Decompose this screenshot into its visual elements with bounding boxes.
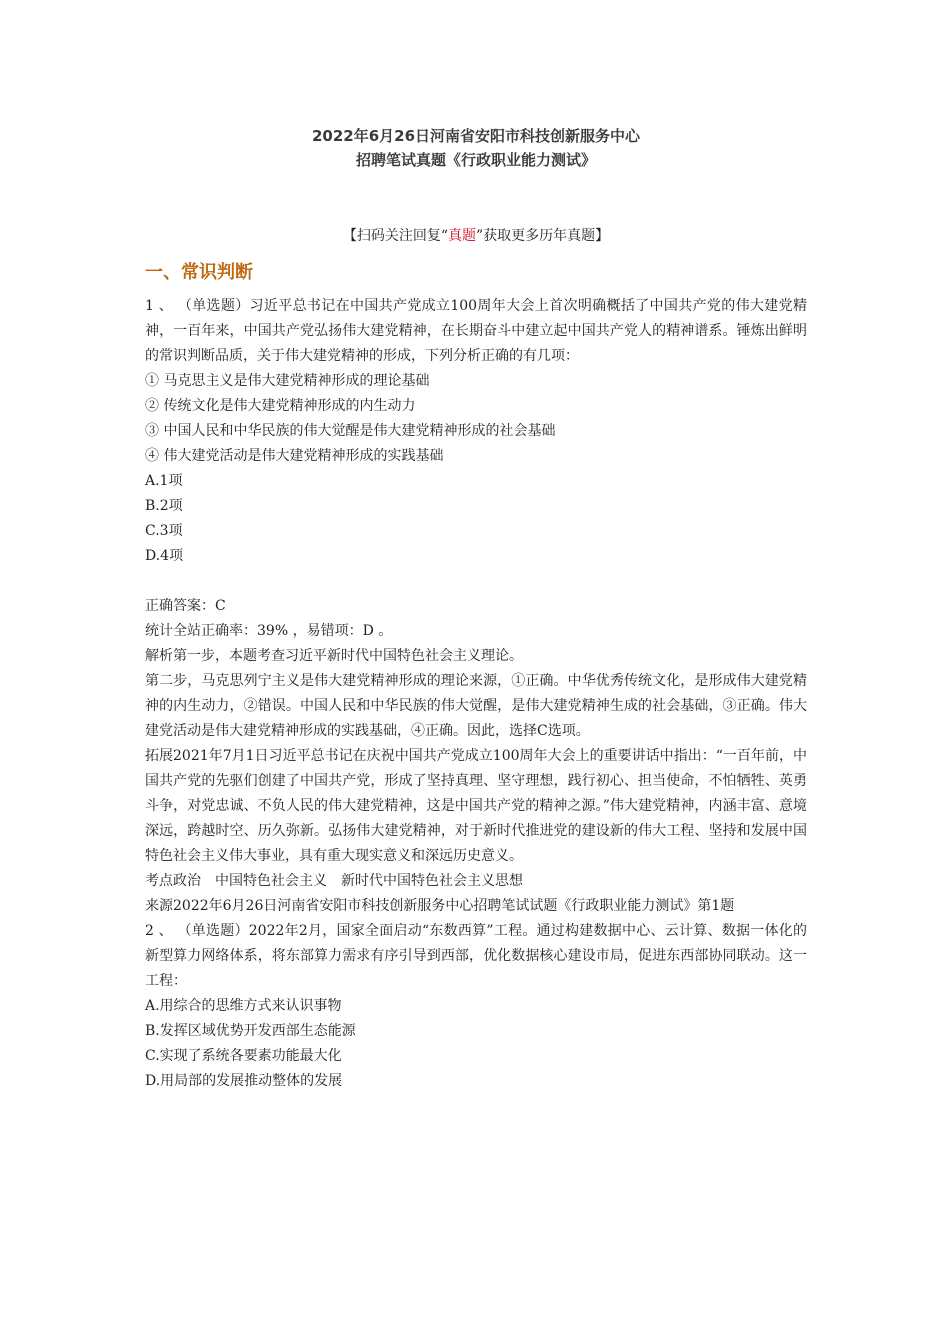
- option-a: A.1项: [145, 473, 183, 489]
- knowledge-point: 考点政治 中国特色社会主义 新时代中国特色社会主义思想: [145, 873, 523, 889]
- document-page: [145, 124, 807, 1094]
- question-stem: 2 、 （单选题）2022年2月，国家全面启动“东数西算”工程。通过构建数据中心、云计算、数据一体化的新型算力网络体系，将东部算力需求有序引导到西部，优化数据核心建设市局，促进东西部协同联动。这一工程：: [145, 923, 807, 989]
- option-d: D.4项: [145, 548, 184, 564]
- spacer: [145, 569, 807, 594]
- statement-item: ① 马克思主义是伟大建党精神形成的理论基础: [145, 373, 430, 389]
- question-stem: 1 、 （单选题）习近平总书记在中国共产党成立100周年大会上首次明确概括了中国共产党的伟大建党精神，一百年来，中国共产党弘扬伟大建党精神，在长期奋斗中建立起中国共产党人的精神谱系。锤炼出鲜明的常识判断品质，关于伟大建党精神的形成，下列分析正确的有几项：: [145, 298, 807, 364]
- statement-item: ④ 伟大建党活动是伟大建党精神形成的实践基础: [145, 448, 444, 464]
- option-c: C.3项: [145, 523, 183, 539]
- statement-item: ② 传统文化是伟大建党精神形成的内生动力: [145, 398, 416, 414]
- promo-line: [145, 224, 807, 248]
- option-a: A.用综合的思维方式来认识事物: [145, 998, 342, 1014]
- option-c: C.实现了系统各要素功能最大化: [145, 1048, 342, 1064]
- statement-item: ③ 中国人民和中华民族的伟大觉醒是伟大建党精神形成的社会基础: [145, 423, 556, 439]
- option-d: D.用局部的发展推动整体的发展: [145, 1073, 343, 1089]
- promo-before: 【扫码关注回复“: [342, 228, 448, 244]
- option-b: B.发挥区域优势开发西部生态能源: [145, 1023, 356, 1039]
- title-line-1: 2022年6月26日河南省安阳市科技创新服务中心: [311, 127, 641, 145]
- title-line-2: 招聘笔试真题《行政职业能力测试》: [355, 151, 596, 169]
- analysis-step-2: 第二步，马克思列宁主义是伟大建党精神形成的理论来源，①正确。中华优秀传统文化，是形成伟大建党精神的内生动力，②错误。中国人民和中华民族的伟大觉醒，是伟大建党精神生成的社会基础，③正确。伟大建党活动是伟大建党精神形成的实践基础，④正确。因此，选择C选项。: [145, 673, 807, 739]
- promo-highlight: 真题: [448, 228, 476, 244]
- stats-line: 统计全站正确率：39% ，易错项：D 。: [145, 623, 393, 639]
- question-2: [145, 919, 807, 1094]
- promo-after: ”获取更多历年真题】: [476, 228, 610, 244]
- question-1: [145, 294, 807, 919]
- option-b: B.2项: [145, 498, 183, 514]
- source-line: 来源2022年6月26日河南省安阳市科技创新服务中心招聘笔试试题《行政职业能力测试》第1题: [145, 898, 735, 914]
- analysis-step-1: 解析第一步，本题考查习近平新时代中国特色社会主义理论。: [145, 648, 523, 664]
- answer-line: 正确答案：C: [145, 598, 226, 614]
- document-title: [145, 124, 807, 172]
- section-heading: 一、常识判断: [145, 262, 253, 283]
- extension-text: 拓展2021年7月1日习近平总书记在庆祝中国共产党成立100周年大会上的重要讲话中指出：“一百年前，中国共产党的先驱们创建了中国共产党，形成了坚持真理、坚守理想，践行初心、担当使命，不怕牺牲、英勇斗争，对党忠诚、不负人民的伟大建党精神，这是中国共产党的精神之源。”伟大建党精神，内涵丰富、意境深远，跨越时空、历久弥新。弘扬伟大建党精神，对于新时代推进党的建设新的伟大工程、坚持和发展中国特色社会主义伟大事业，具有重大现实意义和深远历史意义。: [145, 748, 807, 864]
